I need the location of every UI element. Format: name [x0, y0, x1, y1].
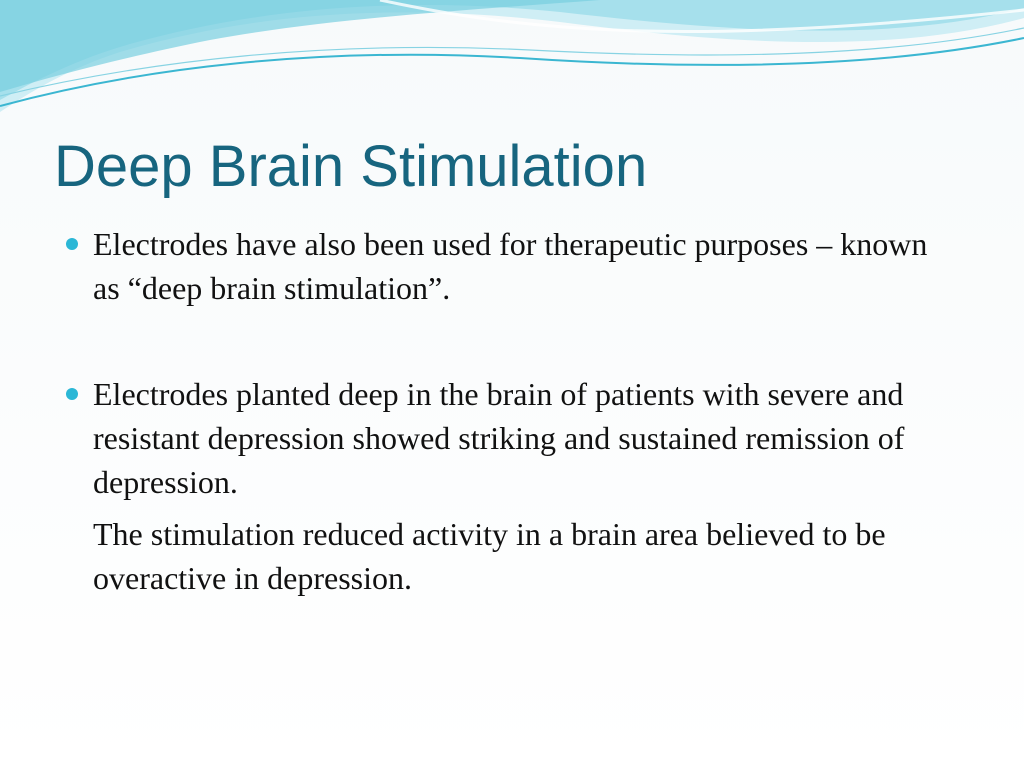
bullet-dot-icon	[66, 238, 78, 250]
slide-body	[62, 222, 962, 600]
bullet-dot-icon	[66, 388, 78, 400]
bullet-paragraph	[62, 222, 962, 310]
paragraph-text: The stimulation reduced activity in a brain area believed to be overactive in depression.	[93, 516, 886, 596]
slide-title: Deep Brain Stimulation	[54, 134, 648, 199]
continuation-paragraph	[62, 512, 962, 600]
bullet-paragraph	[62, 372, 962, 504]
paragraph-text: Electrodes planted deep in the brain of patients with severe and resistant depression showed striking and sustained remission of depression.	[93, 376, 905, 500]
header-wave-decoration	[0, 0, 1024, 130]
paragraph-text: Electrodes have also been used for therapeutic purposes – known as “deep brain stimulation”.	[93, 226, 928, 306]
